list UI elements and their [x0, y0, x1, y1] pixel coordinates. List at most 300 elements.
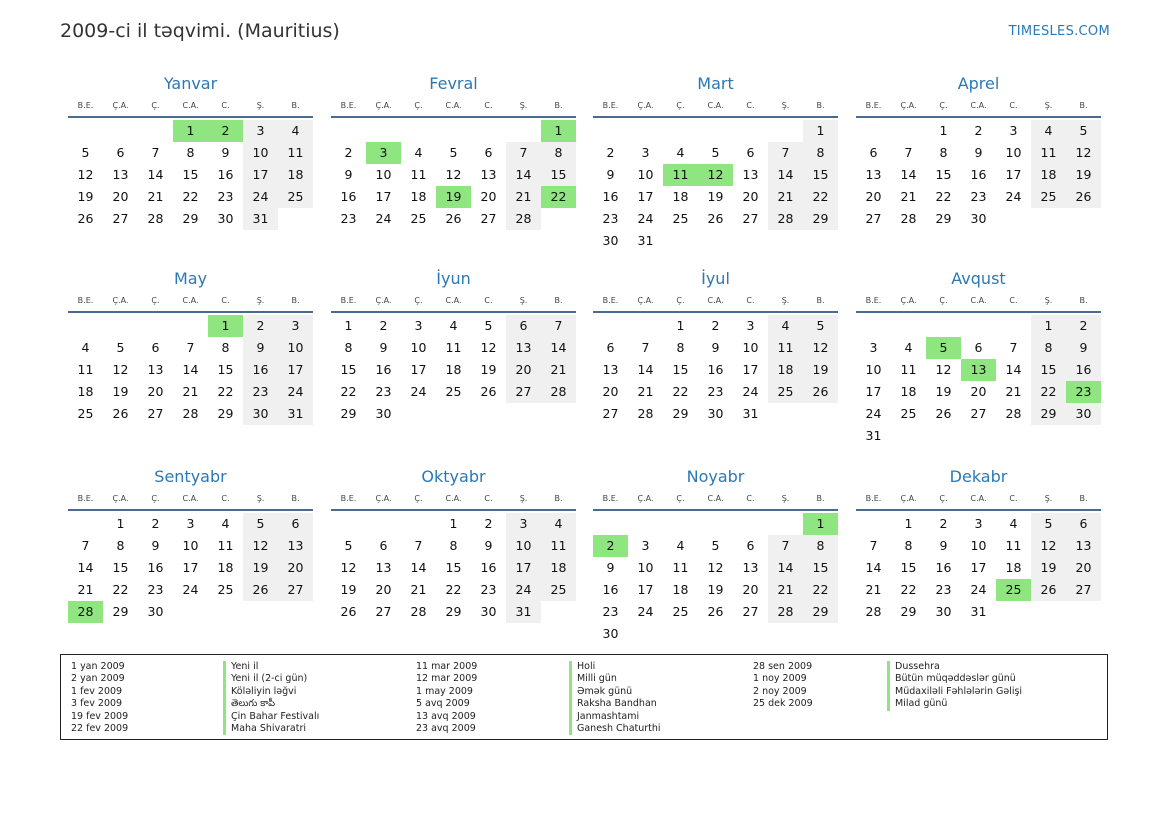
day-cell: 27 — [375, 604, 392, 619]
day-cell: 15 — [935, 167, 952, 182]
day-cell: 11 — [410, 167, 427, 182]
day-cell: 25 — [672, 604, 689, 619]
holiday-day-cell: 1 — [803, 513, 838, 535]
holiday-day-cell: 5 — [926, 337, 961, 359]
day-cell: 11 — [672, 560, 689, 575]
weekday-label: Ç.A. — [637, 101, 654, 110]
day-cell: 14 — [77, 560, 94, 575]
day-cell: 4 — [768, 315, 803, 337]
day-cell: 13 — [480, 167, 497, 182]
holiday-date: 12 mar 2009 — [416, 673, 478, 685]
day-cell: 6 — [869, 145, 878, 160]
day-cell: 7 — [1009, 340, 1018, 355]
day-cell: 16 — [340, 189, 357, 204]
day-cell: 3 — [243, 120, 278, 142]
day-cell: 8 — [116, 538, 125, 553]
day-cell: 8 — [904, 538, 913, 553]
day-cell: 3 — [974, 516, 983, 531]
day-cell: 20 — [147, 384, 164, 399]
day-cell: 20 — [970, 384, 987, 399]
day-cell: 5 — [344, 538, 353, 553]
day-cell: 2 — [344, 145, 353, 160]
weekday-label: C.A. — [707, 494, 724, 503]
day-cell: 20 — [112, 189, 129, 204]
holiday-date: 13 avq 2009 — [416, 710, 476, 722]
day-cell: 16 — [935, 560, 952, 575]
day-cell: 16 — [602, 582, 619, 597]
day-cell: 4 — [676, 538, 685, 553]
day-cell: 11 — [1031, 142, 1066, 164]
weekday-label: C.A. — [445, 101, 462, 110]
weekday-label: Ç. — [151, 494, 160, 503]
day-cell: 2 — [243, 315, 278, 337]
day-cell: 5 — [116, 340, 125, 355]
days-grid — [593, 315, 838, 425]
month-5 — [68, 269, 313, 425]
day-cell: 16 — [375, 362, 392, 377]
day-cell: 22 — [217, 384, 234, 399]
day-cell: 24 — [637, 211, 654, 226]
holiday-name: Çin Bahar Festivalı — [223, 711, 319, 723]
day-cell: 13 — [1066, 535, 1101, 557]
weekday-label: Ç.A. — [375, 494, 392, 503]
empty-day-cell — [68, 120, 103, 142]
day-cell: 8 — [541, 142, 576, 164]
weekday-label: Ş. — [781, 296, 790, 305]
holiday-date: 1 yan 2009 — [71, 661, 125, 672]
day-cell: 6 — [606, 340, 615, 355]
day-cell: 4 — [904, 340, 913, 355]
day-cell: 18 — [768, 359, 803, 381]
weekday-label: B. — [291, 494, 300, 503]
days-grid — [68, 120, 313, 230]
weekday-label: Ç.A. — [900, 101, 917, 110]
holiday-date: 3 fev 2009 — [71, 698, 123, 710]
day-cell: 9 — [151, 538, 160, 553]
holiday-name: Köləliyin ləğvi — [223, 686, 319, 698]
day-cell: 18 — [1005, 560, 1022, 575]
day-cell: 27 — [506, 381, 541, 403]
day-cell: 25 — [445, 384, 462, 399]
empty-day-cell — [768, 513, 803, 535]
day-cell: 14 — [637, 362, 654, 377]
days-grid — [331, 120, 576, 230]
weekday-label: Ş. — [256, 494, 265, 503]
day-cell: 2 — [484, 516, 493, 531]
day-cell: 6 — [974, 340, 983, 355]
day-cell: 17 — [1005, 167, 1022, 182]
holiday-date: 2 noy 2009 — [753, 685, 807, 697]
day-cell: 16 — [1066, 359, 1101, 381]
day-cell: 28 — [506, 208, 541, 230]
day-cell: 22 — [935, 189, 952, 204]
day-cell: 9 — [344, 167, 353, 182]
weekday-label: Ç.A. — [637, 494, 654, 503]
day-cell: 5 — [484, 318, 493, 333]
empty-day-cell — [103, 315, 138, 337]
day-cell: 29 — [112, 604, 129, 619]
weekday-label: B.E. — [340, 494, 357, 503]
weekday-label: C. — [484, 296, 493, 305]
holiday-name: Ganesh Chaturthi — [569, 723, 661, 735]
day-cell: 4 — [449, 318, 458, 333]
day-cell: 23 — [935, 582, 952, 597]
empty-day-cell — [733, 120, 768, 142]
weekday-label: B. — [291, 296, 300, 305]
weekday-label: B.E. — [340, 296, 357, 305]
holiday-date: 11 mar 2009 — [416, 661, 478, 672]
day-cell: 28 — [865, 604, 882, 619]
day-cell: 15 — [217, 362, 234, 377]
holiday-date: 23 avq 2009 — [416, 722, 476, 734]
day-cell: 10 — [637, 560, 654, 575]
day-cell: 18 — [900, 384, 917, 399]
day-cell: 14 — [768, 164, 803, 186]
day-cell: 6 — [151, 340, 160, 355]
day-cell: 20 — [742, 582, 759, 597]
brand-link[interactable]: TIMESLES.COM — [1008, 24, 1110, 39]
month-name: Mart — [697, 74, 734, 93]
weekday-label: C.A. — [970, 296, 987, 305]
day-cell: 25 — [672, 211, 689, 226]
day-cell: 13 — [278, 535, 313, 557]
day-cell: 6 — [379, 538, 388, 553]
day-cell: 23 — [602, 604, 619, 619]
day-cell: 12 — [480, 340, 497, 355]
day-cell: 23 — [480, 582, 497, 597]
holiday-date: 1 may 2009 — [416, 685, 473, 697]
day-cell: 13 — [602, 362, 619, 377]
holiday-name: Əmək günü — [569, 686, 661, 698]
empty-day-cell — [593, 315, 628, 337]
weekday-label: C. — [1009, 101, 1018, 110]
holiday-day-cell: 13 — [961, 359, 996, 381]
day-cell: 24 — [243, 186, 278, 208]
weekday-label: C. — [1009, 494, 1018, 503]
day-cell: 31 — [637, 233, 654, 248]
day-cell: 14 — [1005, 362, 1022, 377]
weekday-header — [331, 98, 576, 118]
day-cell: 1 — [116, 516, 125, 531]
empty-day-cell — [856, 315, 891, 337]
weekday-header — [593, 98, 838, 118]
day-cell: 10 — [970, 538, 987, 553]
days-grid — [856, 120, 1101, 230]
empty-day-cell — [593, 120, 628, 142]
day-cell: 23 — [340, 211, 357, 226]
day-cell: 15 — [672, 362, 689, 377]
holiday-name: Raksha Bandhan — [569, 698, 661, 710]
day-cell: 24 — [865, 406, 882, 421]
day-cell: 2 — [711, 318, 720, 333]
day-cell: 8 — [803, 142, 838, 164]
day-cell: 2 — [151, 516, 160, 531]
day-cell: 31 — [742, 406, 759, 421]
day-cell: 3 — [641, 538, 650, 553]
month-4 — [856, 74, 1101, 230]
day-cell: 10 — [637, 167, 654, 182]
day-cell: 3 — [1009, 123, 1018, 138]
day-cell: 22 — [803, 579, 838, 601]
day-cell: 6 — [746, 538, 755, 553]
day-cell: 15 — [445, 560, 462, 575]
month-9 — [68, 467, 313, 623]
weekday-header — [331, 491, 576, 511]
day-cell: 26 — [243, 579, 278, 601]
day-cell: 23 — [970, 189, 987, 204]
day-cell: 26 — [1066, 186, 1101, 208]
weekday-label: Ç.A. — [637, 296, 654, 305]
holiday-day-cell: 23 — [1066, 381, 1101, 403]
weekday-label: Ç. — [414, 494, 423, 503]
holiday-name: Yeni il — [223, 661, 319, 673]
day-cell: 10 — [1005, 145, 1022, 160]
holiday-date: 25 dek 2009 — [753, 698, 813, 710]
empty-day-cell — [698, 120, 733, 142]
empty-day-cell — [698, 513, 733, 535]
day-cell: 7 — [81, 538, 90, 553]
weekday-label: C.A. — [707, 101, 724, 110]
day-cell: 4 — [81, 340, 90, 355]
day-cell: 28 — [768, 601, 803, 623]
day-cell: 22 — [340, 384, 357, 399]
weekday-header — [68, 293, 313, 313]
day-cell: 27 — [742, 604, 759, 619]
day-cell: 13 — [742, 560, 759, 575]
day-cell: 29 — [672, 406, 689, 421]
day-cell: 23 — [243, 381, 278, 403]
day-cell: 30 — [375, 406, 392, 421]
day-cell: 26 — [803, 381, 838, 403]
weekday-label: Ş. — [1044, 494, 1053, 503]
empty-day-cell — [628, 120, 663, 142]
month-name: May — [173, 269, 208, 288]
weekday-label: B.E. — [865, 494, 882, 503]
day-cell: 4 — [221, 516, 230, 531]
day-cell: 14 — [147, 167, 164, 182]
days-grid — [593, 513, 838, 645]
weekday-label: B.E. — [602, 101, 619, 110]
day-cell: 26 — [1031, 579, 1066, 601]
day-cell: 29 — [217, 406, 234, 421]
day-cell: 31 — [506, 601, 541, 623]
weekday-label: Ç. — [676, 494, 685, 503]
weekday-header — [856, 491, 1101, 511]
day-cell: 1 — [344, 318, 353, 333]
day-cell: 14 — [506, 164, 541, 186]
day-cell: 26 — [112, 406, 129, 421]
day-cell: 9 — [379, 340, 388, 355]
holiday-date: 2 yan 2009 — [71, 673, 125, 685]
weekday-label: Ş. — [1044, 101, 1053, 110]
day-cell: 31 — [243, 208, 278, 230]
day-cell: 19 — [243, 557, 278, 579]
empty-day-cell — [663, 120, 698, 142]
day-cell: 15 — [112, 560, 129, 575]
day-cell: 19 — [1031, 557, 1066, 579]
day-cell: 7 — [414, 538, 423, 553]
month-1 — [68, 74, 313, 230]
day-cell: 28 — [768, 208, 803, 230]
month-11 — [593, 467, 838, 645]
days-grid — [68, 513, 313, 623]
day-cell: 24 — [742, 384, 759, 399]
day-cell: 18 — [541, 557, 576, 579]
day-cell: 8 — [186, 145, 195, 160]
days-grid — [593, 120, 838, 252]
day-cell: 5 — [1031, 513, 1066, 535]
day-cell: 21 — [147, 189, 164, 204]
holiday-date: 1 noy 2009 — [753, 673, 807, 685]
weekday-label: Ç. — [676, 296, 685, 305]
month-7 — [593, 269, 838, 425]
day-cell: 28 — [900, 211, 917, 226]
day-cell: 8 — [1031, 337, 1066, 359]
weekday-label: C. — [484, 494, 493, 503]
day-cell: 7 — [186, 340, 195, 355]
day-cell: 10 — [182, 538, 199, 553]
weekday-label: B.E. — [602, 494, 619, 503]
day-cell: 26 — [935, 406, 952, 421]
day-cell: 21 — [506, 186, 541, 208]
day-cell: 19 — [803, 359, 838, 381]
holiday-name: Janmashtami — [569, 711, 661, 723]
day-cell: 13 — [147, 362, 164, 377]
empty-day-cell — [506, 120, 541, 142]
day-cell: 31 — [970, 604, 987, 619]
day-cell: 1 — [676, 318, 685, 333]
month-10 — [331, 467, 576, 623]
day-cell: 26 — [707, 211, 724, 226]
day-cell: 22 — [112, 582, 129, 597]
weekday-label: Ş. — [781, 494, 790, 503]
day-cell: 8 — [344, 340, 353, 355]
day-cell: 11 — [278, 142, 313, 164]
day-cell: 21 — [77, 582, 94, 597]
day-cell: 19 — [112, 384, 129, 399]
day-cell: 25 — [217, 582, 234, 597]
day-cell: 19 — [707, 189, 724, 204]
day-cell: 26 — [77, 211, 94, 226]
empty-day-cell — [593, 513, 628, 535]
weekday-header — [68, 491, 313, 511]
holiday-name: Bütün müqəddəslər günü — [887, 673, 1022, 685]
holiday-day-cell: 1 — [208, 315, 243, 337]
days-grid — [68, 315, 313, 425]
holiday-name: తెలుగు కాపీ — [223, 698, 319, 710]
day-cell: 13 — [375, 560, 392, 575]
day-cell: 21 — [900, 189, 917, 204]
day-cell: 23 — [602, 211, 619, 226]
legend-dates-col-1 — [71, 661, 128, 735]
day-cell: 16 — [970, 167, 987, 182]
weekday-label: C. — [221, 494, 230, 503]
empty-day-cell — [366, 120, 401, 142]
day-cell: 30 — [1066, 403, 1101, 425]
empty-day-cell — [138, 315, 173, 337]
weekday-label: C.A. — [445, 296, 462, 305]
day-cell: 15 — [541, 164, 576, 186]
day-cell: 29 — [445, 604, 462, 619]
day-cell: 8 — [449, 538, 458, 553]
days-grid — [331, 513, 576, 623]
holiday-date: 1 fev 2009 — [71, 685, 123, 697]
holiday-name: Müdaxiləli Fəhlələrin Gəlişi — [887, 686, 1022, 698]
day-cell: 5 — [711, 145, 720, 160]
day-cell: 20 — [602, 384, 619, 399]
month-name: Avqust — [951, 269, 1006, 288]
day-cell: 4 — [1009, 516, 1018, 531]
day-cell: 22 — [445, 582, 462, 597]
holiday-name: Milli gün — [569, 673, 661, 685]
weekday-label: Ş. — [519, 494, 528, 503]
day-cell: 27 — [147, 406, 164, 421]
day-cell: 15 — [340, 362, 357, 377]
day-cell: 18 — [410, 189, 427, 204]
month-name: Noyabr — [686, 467, 745, 486]
day-cell: 10 — [742, 340, 759, 355]
month-3 — [593, 74, 838, 252]
day-cell: 27 — [112, 211, 129, 226]
day-cell: 19 — [340, 582, 357, 597]
day-cell: 7 — [904, 145, 913, 160]
legend-dates-col-2 — [416, 661, 477, 735]
day-cell: 15 — [803, 557, 838, 579]
day-cell: 16 — [217, 167, 234, 182]
legend-names-col-3 — [887, 661, 1022, 711]
weekday-label: Ş. — [519, 101, 528, 110]
month-8 — [856, 269, 1101, 447]
day-cell: 21 — [865, 582, 882, 597]
empty-day-cell — [366, 513, 401, 535]
day-cell: 6 — [484, 145, 493, 160]
empty-day-cell — [471, 120, 506, 142]
day-cell: 20 — [742, 189, 759, 204]
day-cell: 7 — [151, 145, 160, 160]
day-cell: 3 — [506, 513, 541, 535]
day-cell: 20 — [375, 582, 392, 597]
weekday-label: Ç.A. — [900, 494, 917, 503]
day-cell: 24 — [410, 384, 427, 399]
day-cell: 13 — [112, 167, 129, 182]
day-cell: 19 — [1066, 164, 1101, 186]
day-cell: 16 — [147, 560, 164, 575]
empty-day-cell — [628, 315, 663, 337]
day-cell: 15 — [900, 560, 917, 575]
day-cell: 30 — [602, 233, 619, 248]
day-cell: 28 — [1005, 406, 1022, 421]
day-cell: 4 — [278, 120, 313, 142]
weekday-label: B. — [291, 101, 300, 110]
day-cell: 26 — [707, 604, 724, 619]
day-cell: 4 — [541, 513, 576, 535]
month-name: Dekabr — [949, 467, 1008, 486]
day-cell: 10 — [865, 362, 882, 377]
holiday-day-cell: 25 — [996, 579, 1031, 601]
weekday-label: C.A. — [182, 101, 199, 110]
day-cell: 11 — [445, 340, 462, 355]
month-name: İyul — [701, 269, 730, 288]
day-cell: 9 — [221, 145, 230, 160]
month-name: Yanvar — [163, 74, 218, 93]
day-cell: 29 — [1031, 403, 1066, 425]
day-cell: 30 — [707, 406, 724, 421]
weekday-label: B. — [816, 296, 825, 305]
weekday-label: B.E. — [865, 101, 882, 110]
day-cell: 25 — [77, 406, 94, 421]
day-cell: 11 — [1005, 538, 1022, 553]
weekday-header — [593, 293, 838, 313]
